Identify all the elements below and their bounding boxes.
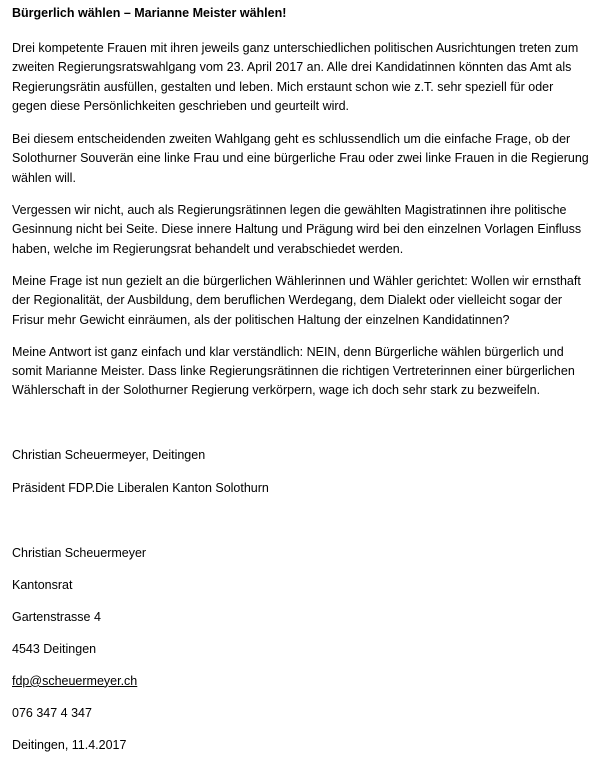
paragraph-2: Bei diesem entscheidenden zweiten Wahlgang geht es schlussendlich um die einfache Frage, ob der Solothurner Souverän eine linke Frau und eine bürgerliche Frau oder zwei linke Frauen in die Regierung wählen will.: [12, 132, 589, 185]
address-street: Gartenstrasse 4: [12, 609, 101, 624]
address-city: 4543 Deitingen: [12, 641, 97, 656]
place-date: Deitingen, 11.4.2017: [12, 737, 127, 752]
paragraph-4: Meine Frage ist nun gezielt an die bürgerlichen Wählerinnen und Wähler gerichtet: Wollen wir ernsthaft der Regionalität, der Ausbildung, dem beruflichen Werdegang, dem Dialekt oder vielleicht sogar der Frisur mehr Gewicht einräumen, als der politischen Haltung der einzelnen Kandidatinnen?: [12, 273, 581, 327]
paragraph-5: Meine Antwort ist ganz einfach und klar verständlich: NEIN, denn Bürgerliche wählen bürgerlich und somit Marianne Meister. Dass linke Regierungsrätinnen die richtigen Vertreterinnen einer bürgerlichen Wählerschaft in der Solothurner Regierung verkörpern, wage ich doch sehr stark zu bezweifeln.: [12, 344, 575, 398]
email-link[interactable]: fdp@scheuermeyer.ch: [12, 673, 138, 688]
address-phone: 076 347 4 347: [12, 705, 92, 720]
paragraph-3: Vergessen wir nicht, auch als Regierungsrätinnen legen die gewählten Magistratinnen ihre politische Gesinnung nicht bei Seite. Diese innere Haltung und Prägung wird bei den einzelnen Vorlagen Einfluss haben, welche im Regierungsrat behandelt und verabschiedet werden.: [12, 203, 582, 256]
address-email-line: [12, 672, 590, 691]
letter-title: Bürgerlich wählen – Marianne Meister wählen!: [12, 6, 287, 20]
document-page: [12, 4, 590, 755]
address-name: Christian Scheuermeyer: [12, 545, 147, 560]
paragraph-1: Drei kompetente Frauen mit ihren jeweils ganz unterschiedlichen politischen Ausrichtungen treten zum zweiten Regierungsratswahlgang vom 23. April 2017 an. Alle drei Kandidatinnen könnten das Amt als Regierungsrätin ausfüllen, gestalten und leben. Mich erstaunt schon wie z.T. sehr speziell für oder gegen diese Persönlichkeiten geschrieben und geurteilt wird.: [12, 41, 579, 113]
address-role: Kantonsrat: [12, 577, 73, 592]
signature-title: Präsident FDP.Die Liberalen Kanton Solothurn: [12, 480, 269, 495]
signature-name: Christian Scheuermeyer, Deitingen: [12, 447, 206, 462]
